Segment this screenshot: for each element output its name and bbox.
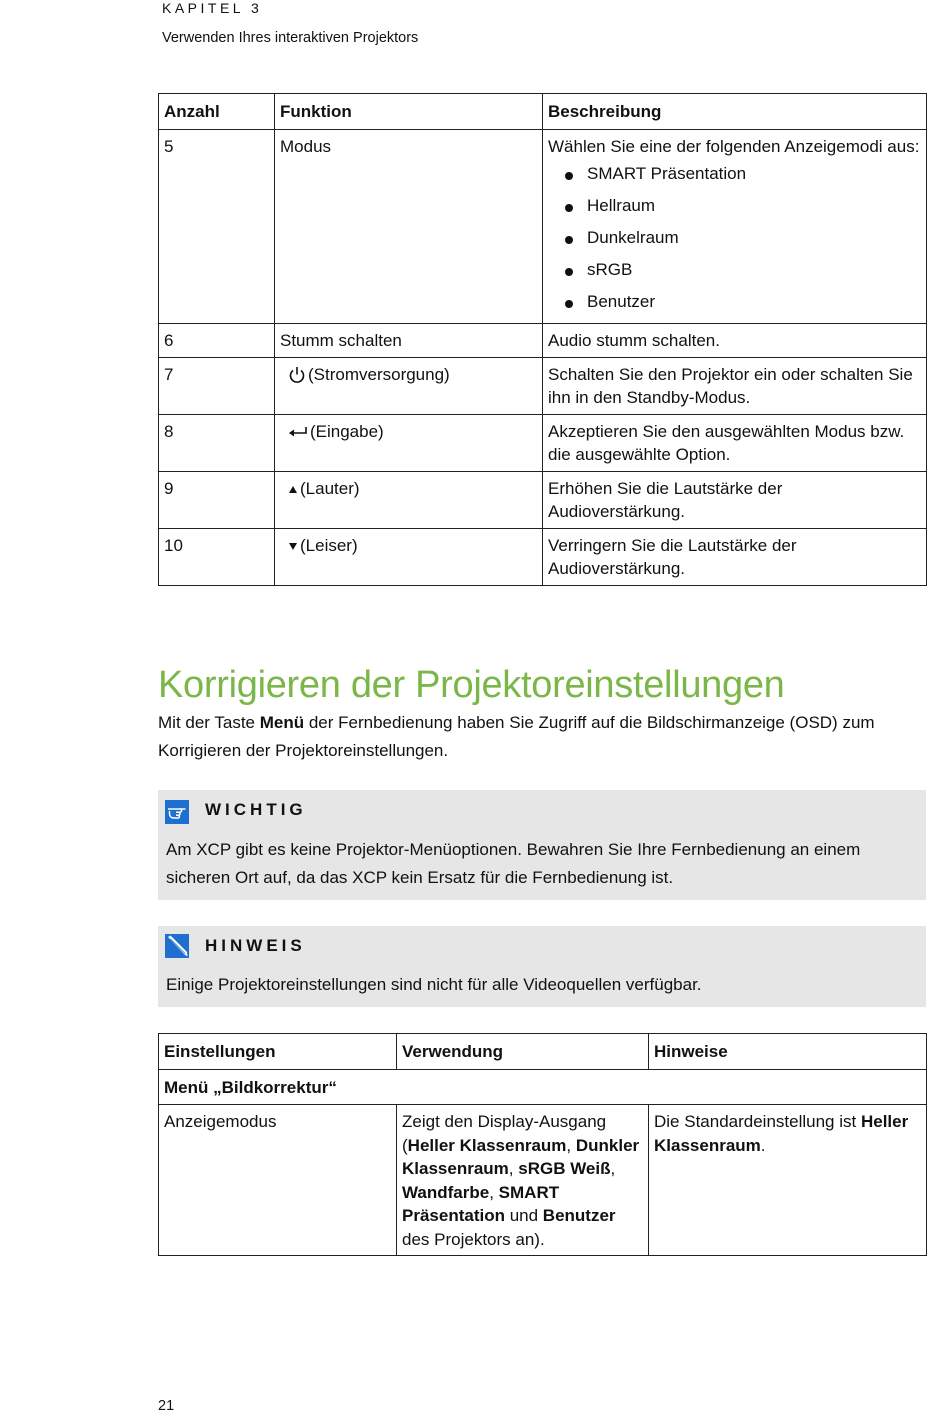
header-count: Anzahl	[159, 94, 275, 130]
table-row	[159, 324, 927, 358]
intro-text: der Fernbedienung haben Sie Zugriff auf die Bildschirmanzeige (OSD) zum Korrigieren der Projektoreinstellungen.	[158, 713, 875, 760]
chapter-subtitle: Verwenden Ihres interaktiven Projektors	[162, 30, 419, 46]
list-item-text: Hellraum	[587, 196, 656, 215]
note-text: Einige Projektoreinstellungen sind nicht für alle Videoquellen verfügbar.	[166, 975, 702, 994]
table-row	[159, 414, 927, 471]
bullet-dot-icon	[565, 268, 573, 276]
intro-text: Mit der Taste	[158, 713, 260, 732]
settings-table	[158, 1033, 927, 1256]
list-item	[548, 194, 921, 218]
table-menu-row	[159, 1069, 927, 1105]
table-row	[159, 129, 927, 324]
list-item-text: SMART Präsentation	[587, 164, 747, 183]
cell-function	[275, 414, 543, 471]
bullet-dot-icon	[565, 236, 573, 244]
pointing-hand-icon	[165, 800, 189, 824]
note-title: HINWEIS	[205, 936, 306, 955]
list-item-text: Benutzer	[587, 292, 656, 311]
important-callout	[158, 790, 926, 900]
remote-buttons-table	[158, 93, 927, 586]
table-row	[159, 471, 927, 528]
usage-bold-text: sRGB Weiß	[518, 1159, 611, 1178]
list-item-text: sRGB	[587, 260, 633, 279]
function-text: (Eingabe)	[310, 421, 384, 441]
usage-text: ,	[489, 1182, 499, 1202]
usage-bold-text: Benutzer	[542, 1206, 616, 1225]
header-function: Funktion	[275, 94, 543, 130]
cell-description: Erhöhen Sie die Lautstärke der Audioverstärkung.	[543, 471, 927, 528]
usage-bold-text: Dunkler Klassenraum	[402, 1135, 640, 1178]
triangle-down-icon	[288, 541, 298, 551]
usage-text: des Projektors an).	[402, 1229, 545, 1249]
page-number: 21	[158, 1398, 175, 1414]
bullet-dot-icon	[565, 300, 573, 308]
list-item	[548, 226, 921, 250]
cell-count: 6	[159, 324, 275, 358]
cell-description: Akzeptieren Sie den ausgewählten Modus bzw. die ausgewählte Option.	[543, 414, 927, 471]
cell-description: Audio stumm schalten.	[543, 324, 927, 358]
usage-text: Zeigt den Display-Ausgang (	[402, 1112, 607, 1155]
cell-description: Schalten Sie den Projektor ein oder schalten Sie ihn in den Standby-Modus.	[543, 357, 927, 414]
mode-list	[548, 162, 921, 314]
usage-text: ,	[566, 1135, 576, 1155]
usage-bold-text: Heller Klassenraum	[407, 1135, 567, 1155]
triangle-up-icon	[288, 484, 298, 494]
notes-text: .	[760, 1135, 766, 1155]
cell-setting: Anzeigemodus	[159, 1105, 397, 1256]
cell-function: Stumm schalten	[275, 324, 543, 358]
notes-text: Die Standardeinstellung ist	[654, 1112, 861, 1131]
cell-description	[543, 129, 927, 324]
cell-notes	[649, 1105, 927, 1256]
cell-count: 9	[159, 471, 275, 528]
cell-count: 10	[159, 528, 275, 585]
table-row	[159, 357, 927, 414]
cell-usage	[397, 1105, 649, 1256]
list-item	[548, 162, 921, 186]
cell-function: Modus	[275, 129, 543, 324]
usage-text: und	[504, 1206, 543, 1225]
bullet-dot-icon	[565, 172, 573, 180]
pencil-icon	[165, 934, 189, 958]
table-header-row	[159, 94, 927, 130]
section-heading: Korrigieren der Projektoreinstellungen	[158, 664, 785, 706]
section-intro	[158, 709, 928, 765]
table-header-row	[159, 1034, 927, 1070]
table-row	[159, 1105, 927, 1256]
function-text: (Lauter)	[300, 478, 360, 498]
enter-arrow-icon	[288, 426, 308, 438]
cell-count: 8	[159, 414, 275, 471]
function-text: (Stromversorgung)	[308, 364, 450, 384]
important-text: Am XCP gibt es keine Projektor-Menüoptionen. Bewahren Sie Ihre Fernbedienung an einem sicheren Ort auf, da das XCP kein Ersatz für die Fernbedienung ist.	[166, 840, 861, 887]
table-row	[159, 528, 927, 585]
cell-count: 7	[159, 357, 275, 414]
notes-bold-text: Heller Klassenraum	[654, 1112, 909, 1155]
usage-text: ,	[508, 1159, 519, 1178]
header-settings: Einstellungen	[159, 1034, 397, 1070]
usage-bold-text: SMART Präsentation	[402, 1182, 560, 1225]
usage-text: ,	[610, 1159, 616, 1178]
cell-function	[275, 357, 543, 414]
function-text: (Leiser)	[300, 535, 358, 555]
cell-function	[275, 528, 543, 585]
list-item-text: Dunkelraum	[587, 228, 679, 247]
bullet-dot-icon	[565, 204, 573, 212]
list-item	[548, 290, 921, 314]
power-icon	[288, 366, 306, 384]
intro-bold-menu: Menü	[259, 713, 305, 732]
list-item	[548, 258, 921, 282]
description-text: Wählen Sie eine der folgenden Anzeigemodi aus:	[548, 136, 920, 156]
important-title: WICHTIG	[205, 800, 307, 819]
usage-bold-text: Wandfarbe	[402, 1182, 490, 1202]
menu-row-title: Menü „Bildkorrektur“	[159, 1069, 927, 1105]
header-usage: Verwendung	[397, 1034, 649, 1070]
cell-function	[275, 471, 543, 528]
header-notes: Hinweise	[649, 1034, 927, 1070]
note-callout	[158, 926, 926, 1007]
chapter-label: KAPITEL 3	[162, 0, 263, 16]
cell-count: 5	[159, 129, 275, 324]
header-description: Beschreibung	[543, 94, 927, 130]
cell-description: Verringern Sie die Lautstärke der Audioverstärkung.	[543, 528, 927, 585]
